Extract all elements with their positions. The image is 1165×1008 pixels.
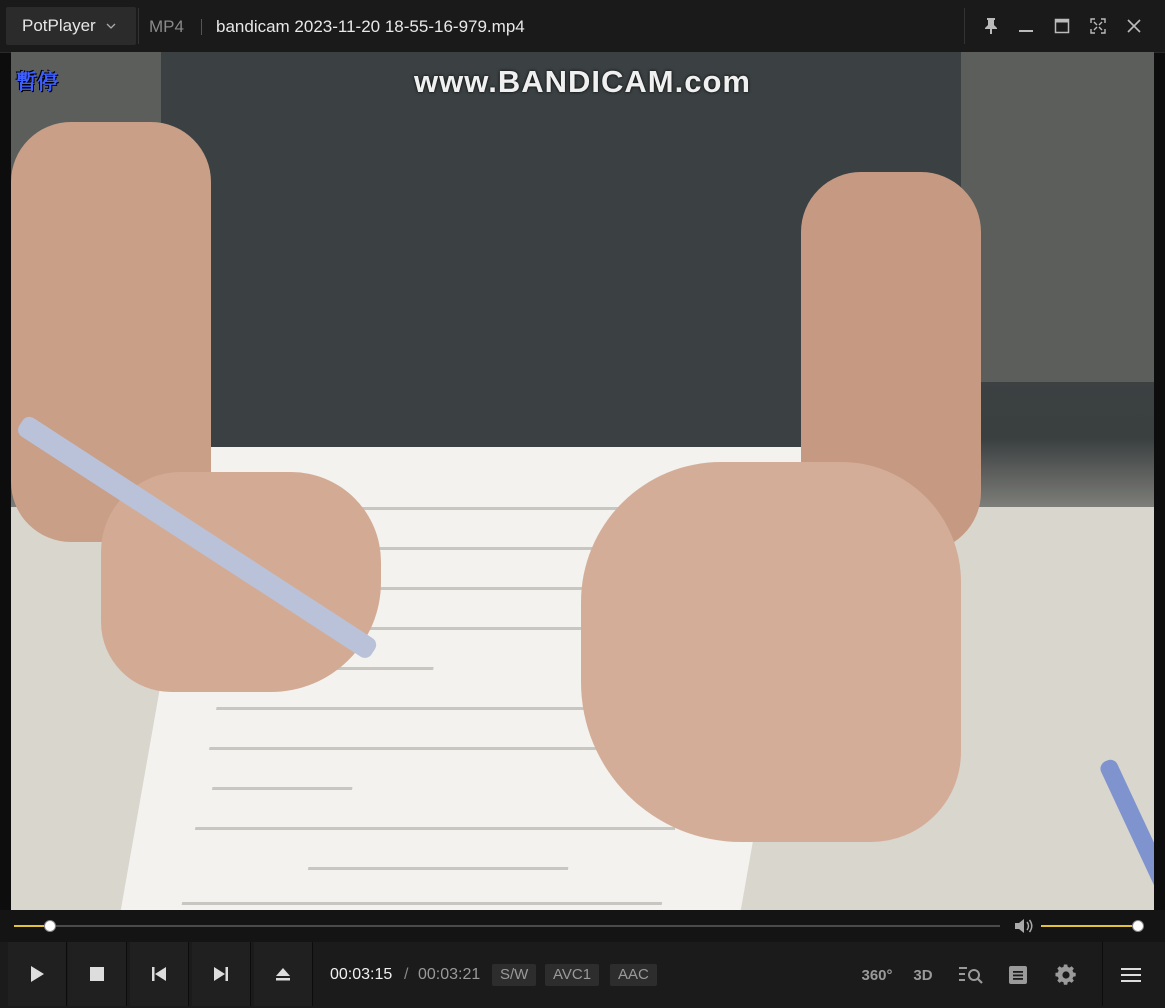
next-button[interactable] bbox=[192, 942, 251, 1006]
main-menu-button[interactable] bbox=[1114, 958, 1148, 992]
current-time: 00:03:15 bbox=[330, 966, 393, 983]
control-bar bbox=[0, 942, 1165, 1008]
decoder-tag[interactable]: S/W bbox=[492, 964, 536, 986]
playlist-button[interactable] bbox=[1001, 958, 1035, 992]
open-file-button[interactable] bbox=[254, 942, 313, 1006]
hamburger-menu-icon bbox=[1121, 967, 1141, 983]
file-name: bandicam 2023-11-20 18-55-16-979.mp4 bbox=[216, 17, 525, 36]
search-list-icon bbox=[958, 964, 984, 986]
volume-icon[interactable] bbox=[1014, 918, 1034, 939]
video-codec-tag[interactable]: AVC1 bbox=[545, 964, 599, 986]
close-icon[interactable] bbox=[1118, 10, 1150, 42]
eject-icon bbox=[275, 966, 291, 982]
stop-button[interactable] bbox=[68, 942, 127, 1006]
title-bar bbox=[0, 0, 1165, 53]
volume-slider[interactable] bbox=[1041, 925, 1137, 927]
3d-icon: 3D bbox=[913, 966, 933, 984]
audio-codec-tag[interactable]: AAC bbox=[610, 964, 657, 986]
divider bbox=[1102, 942, 1103, 1006]
watermark: www.BANDICAM.com bbox=[414, 64, 751, 99]
chevron-down-icon bbox=[106, 19, 116, 33]
search-list-button[interactable] bbox=[954, 958, 988, 992]
total-time[interactable]: 00:03:21 bbox=[418, 966, 481, 983]
skip-previous-icon bbox=[151, 966, 167, 982]
vr-360-icon: 360° bbox=[861, 966, 893, 984]
app-menu-button[interactable] bbox=[6, 7, 136, 45]
time-separator: / bbox=[404, 966, 409, 983]
video-scene bbox=[581, 462, 961, 842]
previous-button[interactable] bbox=[130, 942, 189, 1006]
playlist-icon bbox=[1008, 965, 1028, 985]
gear-icon bbox=[1055, 964, 1077, 986]
skip-next-icon bbox=[213, 966, 229, 982]
settings-button[interactable] bbox=[1049, 958, 1083, 992]
maximize-icon[interactable] bbox=[1046, 10, 1078, 42]
pin-icon[interactable] bbox=[975, 10, 1007, 42]
app-name: PotPlayer bbox=[22, 16, 96, 35]
play-icon bbox=[29, 965, 45, 983]
3d-button[interactable] bbox=[906, 958, 940, 992]
minimize-icon[interactable] bbox=[1010, 10, 1042, 42]
volume-handle[interactable] bbox=[1132, 920, 1144, 932]
seek-bar[interactable] bbox=[14, 925, 1000, 927]
stop-icon bbox=[90, 967, 104, 981]
seek-area bbox=[0, 910, 1165, 942]
fullscreen-icon[interactable] bbox=[1082, 10, 1114, 42]
play-button[interactable] bbox=[8, 942, 67, 1006]
divider bbox=[138, 8, 139, 44]
file-format: MP4 bbox=[149, 17, 184, 36]
seek-handle[interactable] bbox=[44, 920, 56, 932]
vr-360-button[interactable] bbox=[860, 958, 894, 992]
osd-status: 暫停 bbox=[16, 71, 58, 94]
volume-level bbox=[1041, 925, 1137, 927]
video-frame[interactable] bbox=[11, 52, 1154, 910]
divider bbox=[964, 8, 965, 44]
divider bbox=[201, 19, 202, 35]
